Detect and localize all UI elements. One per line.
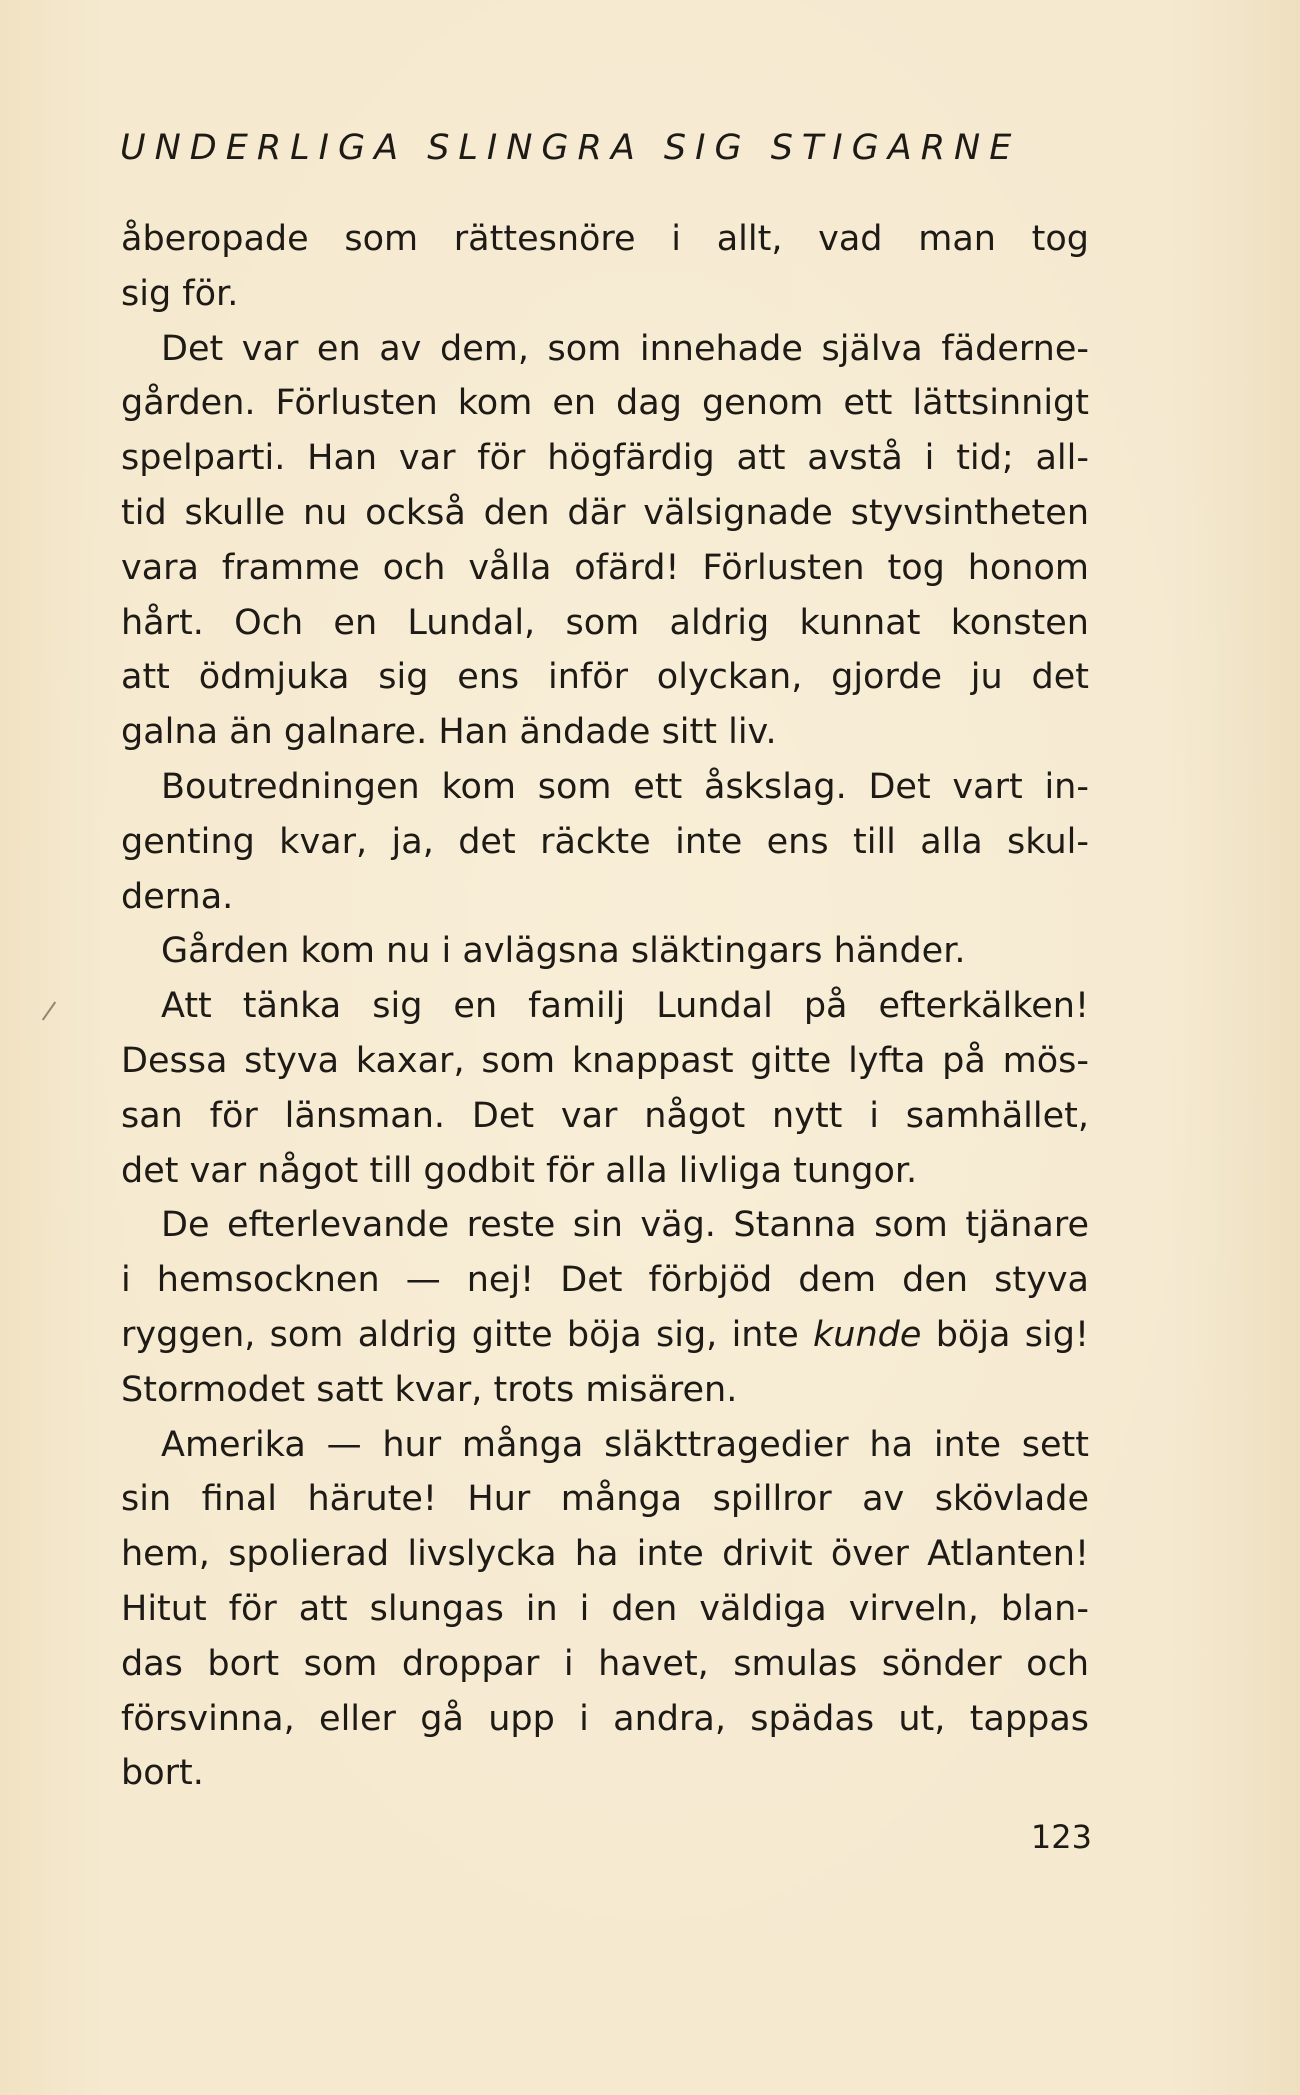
text-segment: ryggen, som aldrig gitte böja sig, inte [121, 1314, 814, 1355]
text-line: hårt. Och en Lundal, som aldrig kunnat konsten [121, 602, 1089, 643]
running-head: UNDERLIGA SLINGRA SIG STIGARNE [120, 128, 1021, 168]
text-line: hem, spolierad livslycka ha inte drivit över Atlanten! [121, 1534, 1089, 1575]
text-line: Amerika — hur många släkttragedier ha inte sett [161, 1424, 1089, 1465]
text-line: Hitut för att slungas in i den väldiga virveln, blan- [121, 1588, 1089, 1629]
margin-pencil-mark [42, 1001, 56, 1020]
text-line: sig för. [121, 273, 239, 314]
text-line: att ödmjuka sig ens inför olyckan, gjorde ju det [121, 657, 1089, 698]
text-line: derna. [121, 876, 234, 917]
text-line: genting kvar, ja, det räckte inte ens till alla skul- [121, 821, 1089, 862]
body-text [121, 212, 1089, 1801]
text-line: sin final härute! Hur många spillror av skövlade [121, 1479, 1089, 1520]
text-line: Att tänka sig en familj Lundal på efterkälken! [161, 986, 1089, 1027]
text-line: åberopade som rättesnöre i allt, vad man tog [121, 219, 1089, 259]
text-line-with-emphasis [121, 1308, 1089, 1363]
text-line: det var något till godbit för alla livliga tungor. [121, 1150, 918, 1191]
text-line: vara framme och vålla ofärd! Förlusten tog honom [121, 547, 1089, 588]
page-number: 123 [1030, 1818, 1092, 1856]
text-line: bort. [121, 1753, 204, 1794]
text-line: san för länsman. Det var något nytt i samhället, [121, 1095, 1089, 1136]
text-line: Stormodet satt kvar, trots misären. [121, 1369, 738, 1410]
text-line: De efterlevande reste sin väg. Stanna som tjänare [161, 1205, 1089, 1246]
text-line: spelparti. Han var för högfärdig att avstå i tid; all- [121, 438, 1089, 479]
text-line: Gården kom nu i avlägsna släktingars händer. [161, 931, 966, 972]
text-line: Dessa styva kaxar, som knappast gitte lyfta på mös- [121, 1040, 1089, 1081]
text-line: tid skulle nu också den där välsignade styvsintheten [121, 492, 1089, 533]
text-segment: böja sig! [921, 1314, 1090, 1355]
text-line: Boutredningen kom som ett åskslag. Det vart in- [161, 766, 1089, 807]
text-line: Det var en av dem, som innehade själva fäderne- [161, 328, 1089, 369]
text-line: försvinna, eller gå upp i andra, spädas ut, tappas [121, 1698, 1089, 1739]
text-line: das bort som droppar i havet, smulas sönder och [121, 1643, 1089, 1684]
emphasized-word: kunde [813, 1314, 922, 1355]
text-line: galna än galnare. Han ändade sitt liv. [121, 712, 777, 753]
text-line: i hemsocknen — nej! Det förbjöd dem den styva [121, 1260, 1089, 1301]
text-line: gården. Förlusten kom en dag genom ett lättsinnigt [121, 383, 1089, 424]
